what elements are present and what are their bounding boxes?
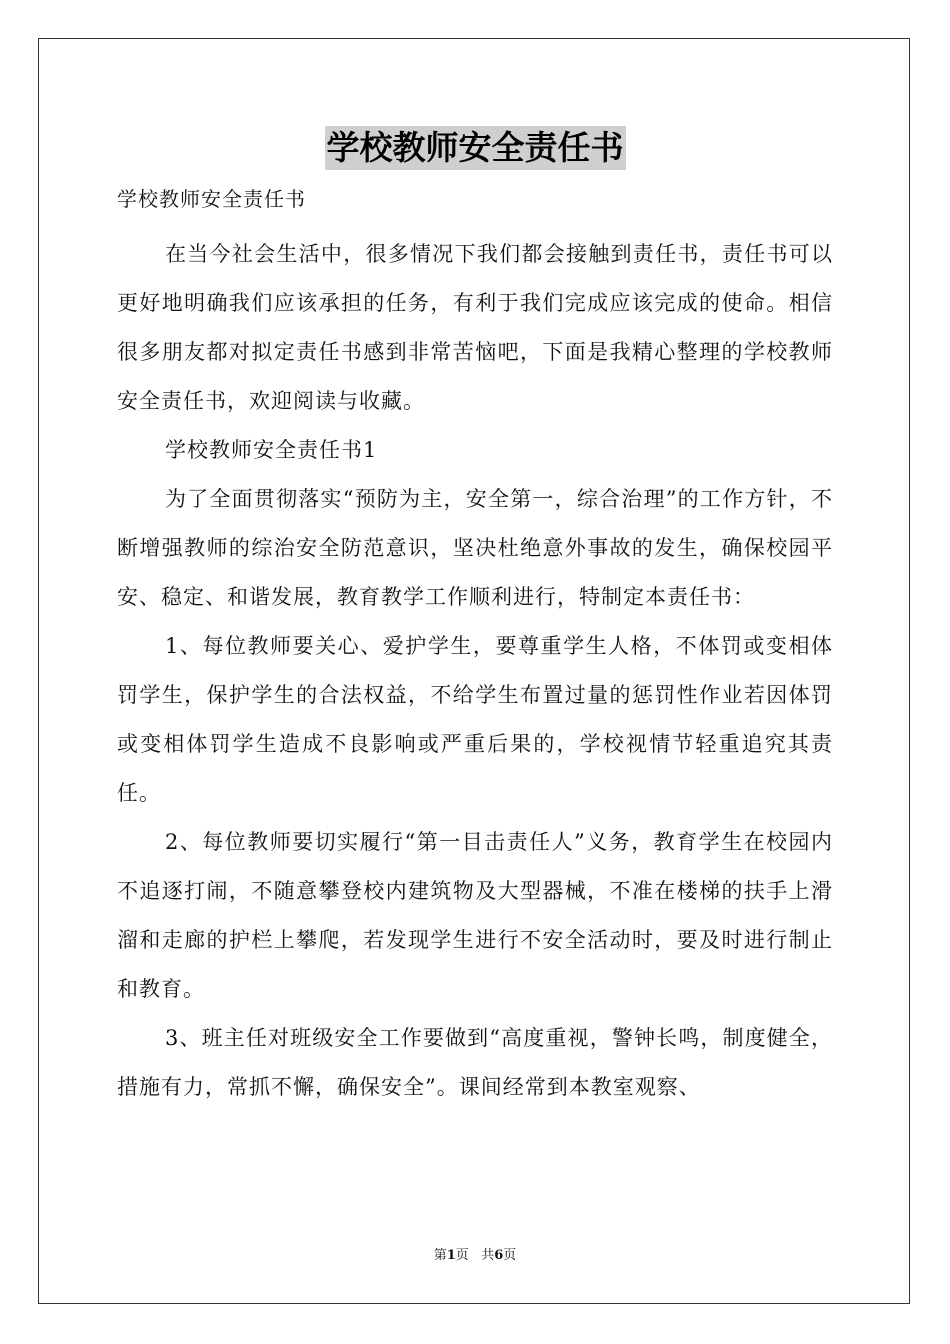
document-subtitle: 学校教师安全责任书 (117, 187, 306, 211)
section-heading: 学校教师安全责任书1 (165, 438, 378, 462)
total-unit: 页 (503, 1248, 517, 1263)
paragraph-item-3: 3、班主任对班级安全工作要做到“高度重视，警钟长鸣，制度健全，措施有力，常抓不懈，确保安全”。课间经常到本教室观察、 (117, 1026, 833, 1099)
title-wrap (0, 126, 950, 170)
document-title: 学校教师安全责任书 (325, 126, 626, 170)
page-total: 6 (494, 1248, 504, 1263)
page-prefix: 第 (433, 1248, 447, 1263)
page-current: 1 (446, 1248, 456, 1263)
paragraph-intro: 在当今社会生活中，很多情况下我们都会接触到责任书，责任书可以更好地明确我们应该承担的任务，有利于我们完成应该完成的使命。相信很多朋友都对拟定责任书感到非常苦恼吧，下面是我精心整理的学校教师安全责任书，欢迎阅读与收藏。 (117, 242, 833, 413)
page-unit: 页 (455, 1248, 469, 1263)
total-prefix: 共 (481, 1248, 495, 1263)
document-body (117, 180, 833, 1112)
paragraph-item-2: 2、每位教师要切实履行“第一目击责任人”义务，教育学生在校园内不追逐打闹，不随意攀登校内建筑物及大型器械，不准在楼梯的扶手上滑溜和走廊的护栏上攀爬，若发现学生进行不安全活动时，要及时进行制止和教育。 (117, 830, 833, 1001)
paragraph-purpose: 为了全面贯彻落实“预防为主，安全第一，综合治理”的工作方针，不断增强教师的综治安全防范意识，坚决杜绝意外事故的发生，确保校园平安、稳定、和谐发展，教育教学工作顺利进行，特制定本责任书： (117, 487, 833, 609)
page-footer (0, 1244, 950, 1263)
paragraph-item-1: 1、每位教师要关心、爱护学生，要尊重学生人格，不体罚或变相体罚学生，保护学生的合法权益，不给学生布置过量的惩罚性作业若因体罚或变相体罚学生造成不良影响或严重后果的，学校视情节轻重追究其责任。 (117, 634, 833, 805)
